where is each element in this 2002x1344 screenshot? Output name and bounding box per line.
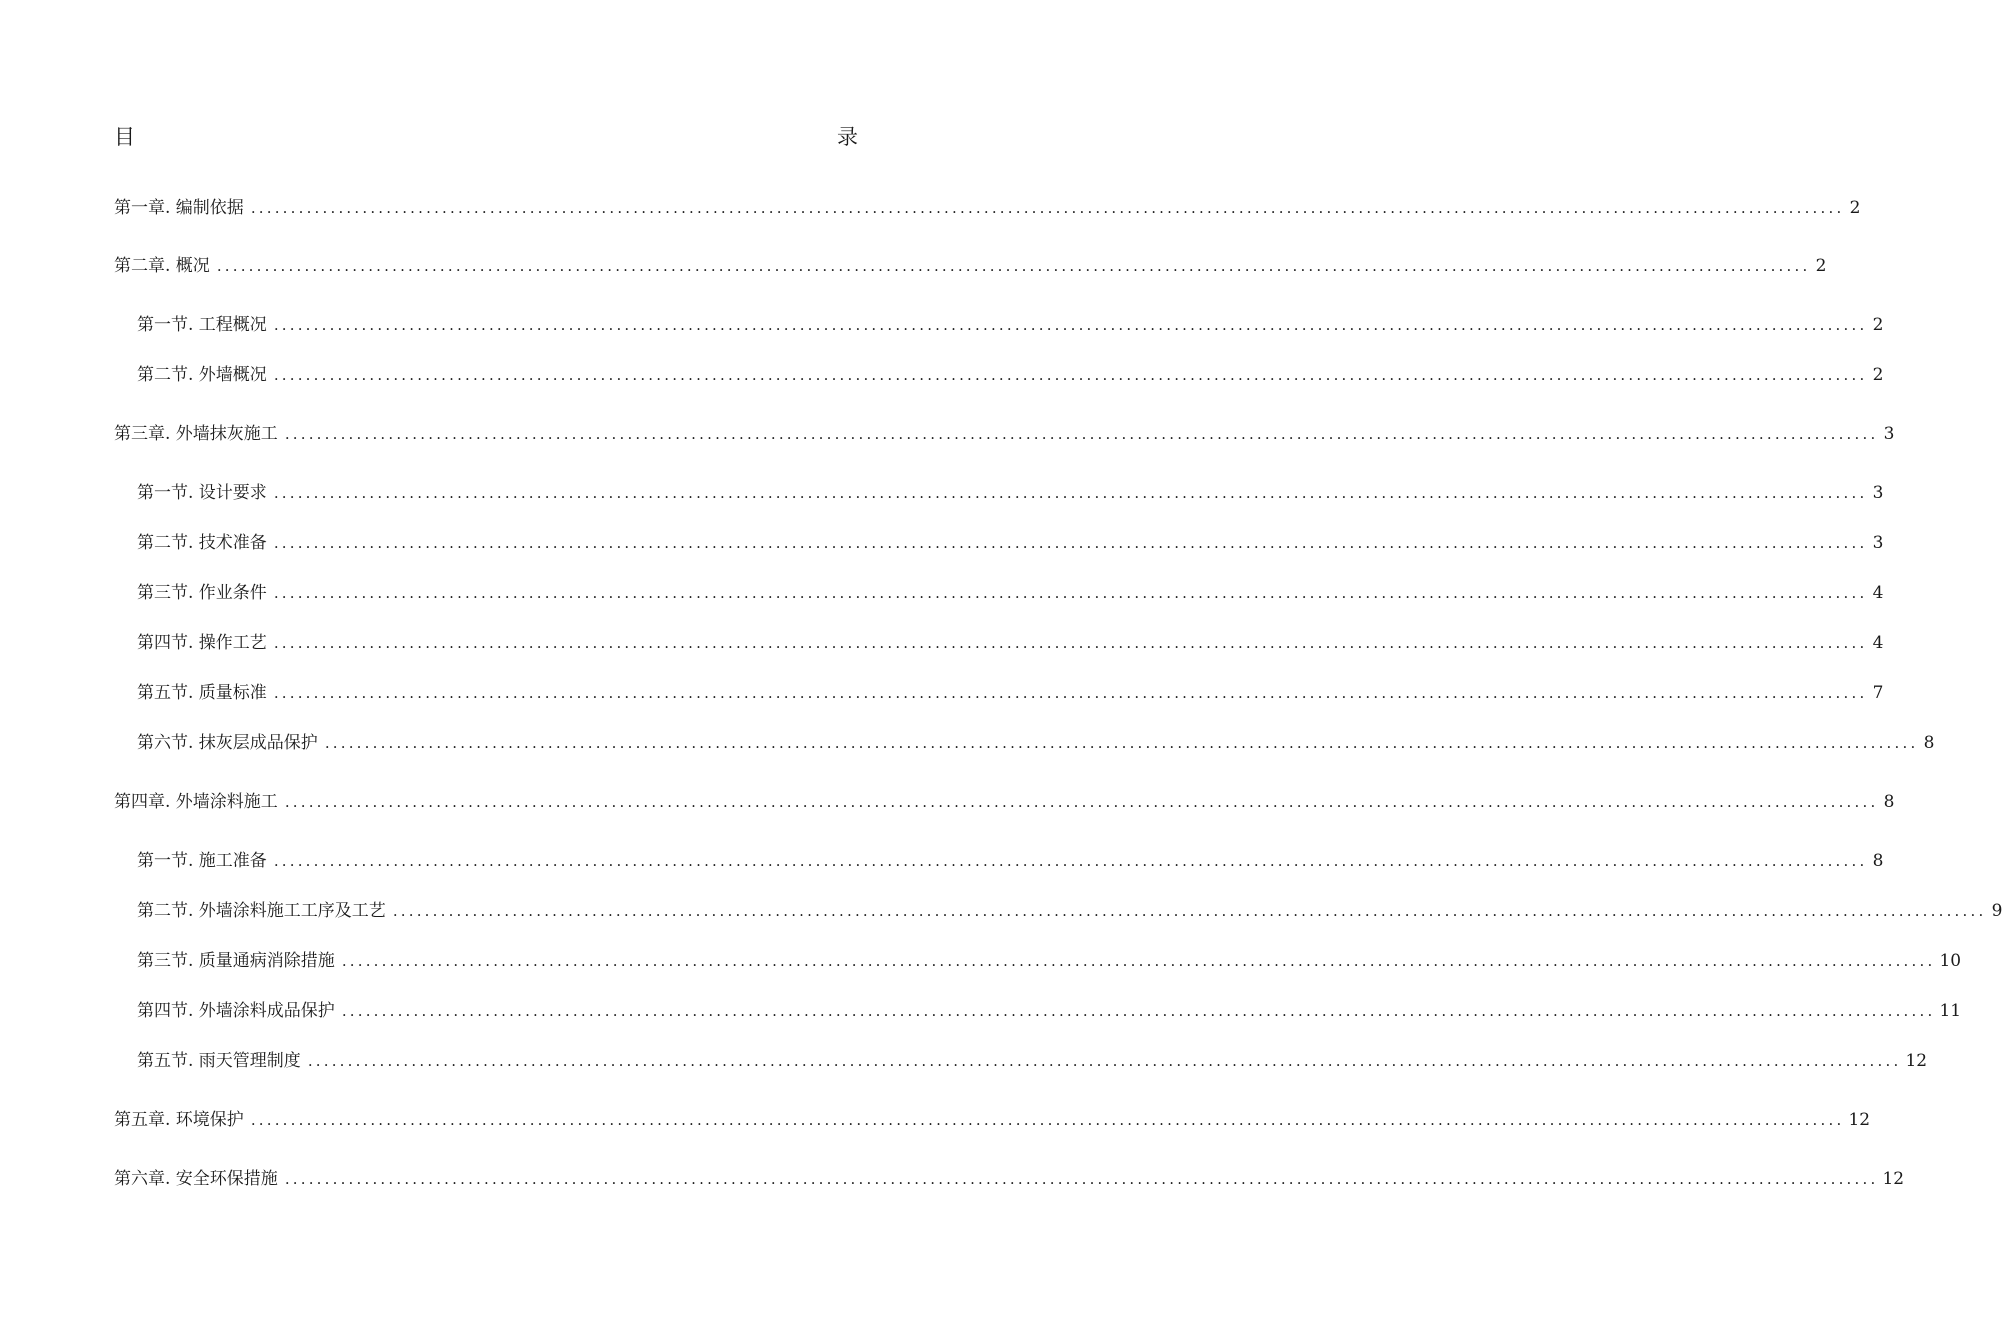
toc-page-number: 12	[1848, 1110, 1871, 1130]
toc-entry-label: 第四节. 外墙涂料成品保护	[137, 1001, 335, 1021]
toc-entry-label: 第三章. 外墙抹灰施工	[114, 424, 278, 444]
toc-entry-section-3-2[interactable]	[137, 531, 1884, 555]
toc-entry-label: 第四章. 外墙涂料施工	[114, 792, 278, 812]
toc-entry-label: 第五节. 雨天管理制度	[137, 1051, 301, 1071]
toc-entry-label: 第二节. 外墙概况	[137, 365, 267, 385]
toc-page-number: 3	[1883, 424, 1895, 444]
toc-entry-label: 第五节. 质量标准	[137, 683, 267, 703]
toc-entry-label: 第一章. 编制依据	[114, 198, 244, 218]
toc-entry-section-3-5[interactable]	[137, 681, 1884, 705]
toc-page-number: 8	[1872, 851, 1884, 871]
toc-page-number: 8	[1883, 792, 1895, 812]
toc-entry-chapter-1[interactable]	[114, 196, 1861, 220]
toc-entry-label: 第一节. 设计要求	[137, 483, 267, 503]
toc-page-number: 9	[1991, 901, 2002, 921]
toc-leader-dots: ........................................................................................................................................................................................................	[341, 1002, 1936, 1020]
toc-leader-dots: ........................................................................................................................................................................................................	[250, 1111, 1845, 1129]
toc-entry-section-4-3[interactable]	[137, 949, 1962, 973]
toc-leader-dots: ........................................................................................................................................................................................................	[250, 199, 1845, 217]
toc-leader-dots: ........................................................................................................................................................................................................	[273, 366, 1868, 384]
toc-leader-dots: ........................................................................................................................................................................................................	[273, 484, 1868, 502]
toc-leader-dots: ........................................................................................................................................................................................................	[307, 1052, 1902, 1070]
toc-leader-dots: ........................................................................................................................................................................................................	[324, 734, 1919, 752]
toc-page-number: 12	[1882, 1169, 1905, 1189]
toc-entry-chapter-4[interactable]	[114, 790, 1895, 814]
toc-page-number: 3	[1872, 533, 1884, 553]
toc-entry-label: 第一节. 施工准备	[137, 851, 267, 871]
toc-page-number: 4	[1872, 633, 1884, 653]
toc-leader-dots: ........................................................................................................................................................................................................	[341, 952, 1936, 970]
toc-entry-section-4-4[interactable]	[137, 999, 1962, 1023]
toc-page-number: 10	[1939, 951, 1962, 971]
toc-entry-chapter-5[interactable]	[114, 1108, 1871, 1132]
toc-entry-section-3-3[interactable]	[137, 581, 1884, 605]
toc-title-right: 录	[837, 125, 858, 149]
toc-leader-dots: ........................................................................................................................................................................................................	[273, 852, 1868, 870]
toc-leader-dots: ........................................................................................................................................................................................................	[216, 257, 1811, 275]
toc-entry-section-4-2[interactable]	[137, 899, 2002, 923]
toc-entry-label: 第二章. 概况	[114, 256, 210, 276]
toc-leader-dots: ........................................................................................................................................................................................................	[273, 684, 1868, 702]
toc-page-number: 2	[1815, 256, 1827, 276]
toc-entry-section-4-1[interactable]	[137, 849, 1884, 873]
toc-entry-label: 第二节. 技术准备	[137, 533, 267, 553]
toc-leader-dots: ........................................................................................................................................................................................................	[273, 584, 1868, 602]
toc-leader-dots: ........................................................................................................................................................................................................	[284, 1170, 1879, 1188]
toc-leader-dots: ........................................................................................................................................................................................................	[273, 316, 1868, 334]
toc-title-left: 目	[114, 125, 135, 149]
toc-page-number: 2	[1872, 365, 1884, 385]
toc-entry-label: 第四节. 操作工艺	[137, 633, 267, 653]
toc-entry-label: 第六节. 抹灰层成品保护	[137, 733, 318, 753]
toc-page-number: 3	[1872, 483, 1884, 503]
toc-page-number: 2	[1872, 315, 1884, 335]
toc-entry-section-2-1[interactable]	[137, 313, 1884, 337]
toc-entry-section-2-2[interactable]	[137, 363, 1884, 387]
toc-page-number: 2	[1849, 198, 1861, 218]
toc-entry-section-3-6[interactable]	[137, 731, 1935, 755]
toc-entry-label: 第三节. 质量通病消除措施	[137, 951, 335, 971]
toc-entry-section-3-1[interactable]	[137, 481, 1884, 505]
toc-entry-label: 第三节. 作业条件	[137, 583, 267, 603]
toc-leader-dots: ........................................................................................................................................................................................................	[284, 425, 1879, 443]
toc-page-number: 7	[1872, 683, 1884, 703]
toc-leader-dots: ........................................................................................................................................................................................................	[284, 793, 1879, 811]
toc-entry-chapter-2[interactable]	[114, 254, 1827, 278]
toc-entry-label: 第五章. 环境保护	[114, 1110, 244, 1130]
toc-leader-dots: ........................................................................................................................................................................................................	[273, 534, 1868, 552]
toc-entry-label: 第六章. 安全环保措施	[114, 1169, 278, 1189]
toc-entry-section-4-5[interactable]	[137, 1049, 1928, 1073]
toc-entry-label: 第二节. 外墙涂料施工工序及工艺	[137, 901, 386, 921]
toc-entry-section-3-4[interactable]	[137, 631, 1884, 655]
toc-page-number: 11	[1939, 1001, 1962, 1021]
toc-page-number: 4	[1872, 583, 1884, 603]
toc-leader-dots: ........................................................................................................................................................................................................	[273, 634, 1868, 652]
toc-entry-chapter-3[interactable]	[114, 422, 1895, 446]
toc-entry-label: 第一节. 工程概况	[137, 315, 267, 335]
toc-page-number: 8	[1923, 733, 1935, 753]
toc-leader-dots: ........................................................................................................................................................................................................	[392, 902, 1987, 920]
toc-entry-chapter-6[interactable]	[114, 1167, 1905, 1191]
toc-page-number: 12	[1905, 1051, 1928, 1071]
